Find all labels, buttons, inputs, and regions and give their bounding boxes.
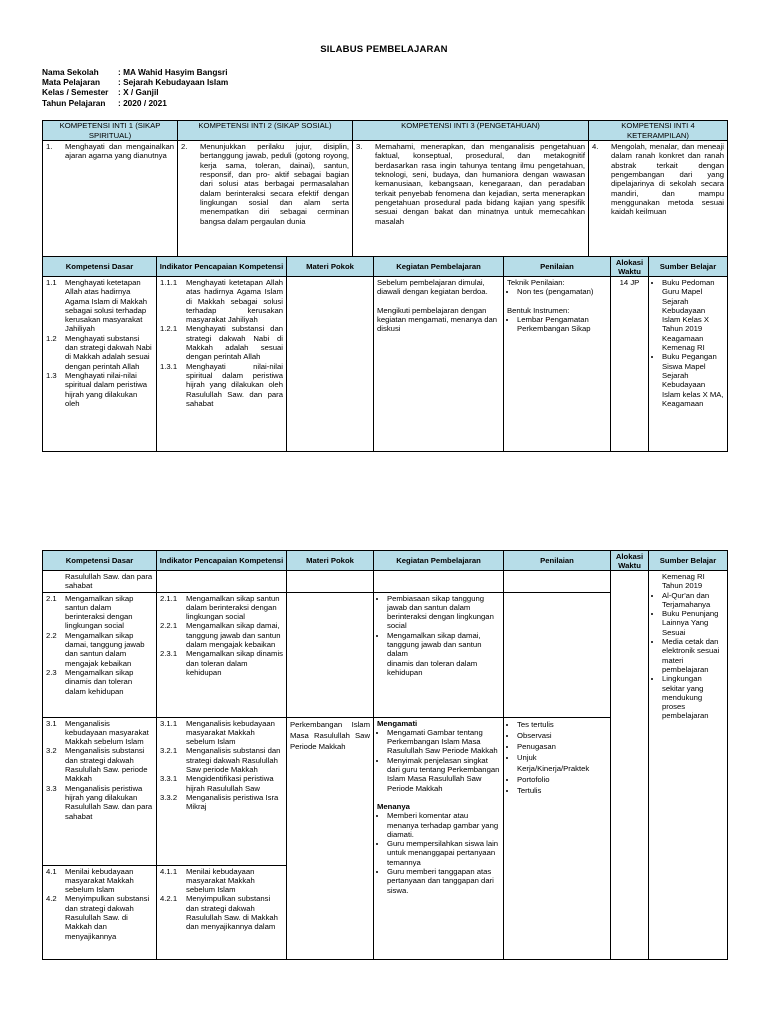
info-row	[42, 98, 228, 108]
item-text: Mengamalkan sikap damai, tanggung jawab dan santun dalam mengajak kebaikan	[65, 630, 145, 668]
item-text: Menghayati ketetapan Allah atas hadirnya Agama Islam di Makkah sebagai solusi terhadap kerusakan masyarakat Jahiliyah	[186, 278, 283, 325]
alokasi-header: Alokasi Waktu	[611, 551, 649, 571]
item-text: Menghayati dan mengainalkan ajaran agarna yang dianutnya	[65, 142, 174, 161]
item-number: 3.1	[46, 718, 57, 728]
kd-cell	[43, 592, 157, 717]
penilaian-cell	[504, 717, 611, 959]
item-text: Mengidentifikasi peristiwa hijrah Rasulullah Saw	[186, 774, 274, 793]
item-number: 4.2	[46, 894, 57, 904]
info-value: : X / Ganjil	[118, 87, 159, 98]
item-number: 1.2.1	[160, 324, 178, 334]
item-number: 4.1	[46, 866, 57, 876]
info-label: Kelas / Semester	[42, 87, 109, 98]
ki3-header: KOMPETENSI INTI 3 (PENGETAHUAN)	[353, 121, 589, 141]
alokasi-header: Alokasi Waktu	[611, 257, 649, 277]
item-number: 3.2	[46, 746, 57, 756]
item-text: Menilai kebudayaan masyarakat Makkah sebelum Islam	[65, 866, 134, 895]
kd-header: Kompetensi Dasar	[43, 551, 157, 571]
item-number: 1.3	[46, 370, 57, 380]
kegiatan-text: dinamis dan toleran dalam kehidupan	[387, 658, 478, 677]
item-text: Menilai kebudayaan masyarakat Makkah sebelum Islam	[186, 866, 255, 895]
kegiatan-cell	[374, 277, 504, 452]
item-text: Menganalisis kebudayaan masyarakat Makkah sebelum Islam	[65, 718, 149, 747]
item-number: 4.	[592, 142, 599, 152]
kegiatan-cell	[374, 571, 504, 593]
item-text: Menghayati ketetapan Allah atas hadirnya Agama Islam di Makkah sebagai solusi terhadap kerusakan masyarakat Jahiliyah	[65, 278, 148, 334]
item-number: 3.3	[46, 783, 57, 793]
page-title: SILABUS PEMBELAJARAN	[320, 44, 448, 55]
item-number: 4.2.1	[160, 894, 178, 904]
table-row	[43, 571, 728, 593]
materi-cell: Perkembangan Islam Masa Rasulullah Saw Periode Makkah	[287, 717, 374, 959]
ki1-cell	[43, 141, 178, 266]
list-item: • Non tes (pengamatan)	[517, 287, 607, 296]
item-text: Mengamalkan sikap dinamis dan toleran dalam kehidupan	[186, 649, 283, 677]
kd-cell	[43, 571, 157, 593]
alokasi-cell	[611, 571, 649, 960]
item-text: Mengamalkan sikap santun dalam berinteraksi dengan lingkungan social	[186, 593, 280, 622]
list-item: • Tertulis	[517, 785, 607, 796]
item-number: 1.3.1	[160, 361, 178, 371]
item-text: Menghayati substansi dan strategi dakwah Nabi di Makkah adalah sesuai dengan perintah Allah	[65, 333, 152, 371]
list-item: • Buku Pegangan Siswa Mapel Sejarah Kebudayaan Islam kelas X MA, Keagamaan	[662, 352, 724, 408]
list-item: • Memberi komentar atau menanya terhadap gambar yang diamati.	[387, 811, 500, 839]
sumber-cell	[649, 571, 728, 960]
item-text: Menyimpulkan substansi dan strategi dakwah Rasulullah Saw. di Makkah dan menyajikannya	[65, 894, 150, 941]
alokasi-cell: 14 JP	[611, 277, 649, 452]
penilaian-cell	[504, 571, 611, 593]
table-header-row	[43, 257, 728, 277]
kd-header: Kompetensi Dasar	[43, 257, 157, 277]
item-text: Mengamalkan sikap damai, tanggung jawab dan santun dalam mengajak kebaikan	[186, 621, 281, 650]
sumber-cell	[649, 277, 728, 452]
materi-cell	[287, 277, 374, 452]
item-number: 3.1.1	[160, 718, 178, 728]
item-text: Mengamalkan sikap dinamis dan toleran dalam kehidupan	[65, 667, 134, 696]
materi-cell	[287, 592, 374, 717]
ki4-header: KOMPETENSI INTI 4 KETERAMPILAN)	[589, 121, 728, 141]
list-item: • Mengamalkan sikap damai, tanggung jawab dan santun dalam	[387, 631, 500, 659]
penilaian-cell	[504, 277, 611, 452]
list-item: • Guru mempersilahkan siswa lain untuk menanggapai pertanyaan temannya	[387, 839, 500, 867]
info-label: Mata Pelajaran	[42, 77, 101, 88]
kd-cell	[43, 865, 157, 959]
kegiatan-text: Sebelum pembelajaran dimulai, diawali dengan kegiatan berdoa.	[377, 278, 488, 297]
sumber-header: Sumber Belajar	[649, 551, 728, 571]
list-item: • Pembiasaan sikap tanggung jawab dan santun dalam berinteraksi dengan lingkungan social	[387, 594, 500, 631]
info-row	[42, 87, 228, 97]
mengamati-label: Mengamati	[377, 718, 418, 728]
syllabus-table-1	[42, 256, 728, 452]
ipk-header: Indikator Pencapaian Kompetensi	[157, 257, 287, 277]
info-label: Tahun Pelajaran	[42, 97, 106, 108]
item-number: 1.	[46, 142, 53, 152]
list-item: • Guru memberi tanggapan atas pertanyaan dan tanggapan dari siswa.	[387, 867, 500, 895]
info-value: : MA Wahid Hasyim Bangsri	[118, 67, 228, 77]
table-header-row	[43, 551, 728, 571]
list-item: • Penugasan	[517, 741, 607, 752]
item-text: Menyimpulkan substansi dan strategi dakwah Rasulullah Saw. di Makkah dan menyajikannya dalam	[186, 894, 278, 932]
item-text: Mengamalkan sikap santun dalam berinteraksi dengan lingkungan social	[65, 593, 134, 631]
ipk-cell	[157, 571, 287, 593]
kegiatan-cell	[374, 592, 504, 717]
item-text: Menganalisis substansi dan strategi dakwah Rasulullah Saw. periode Makkah	[65, 746, 148, 784]
item-text: Menganalisis peristiwa Isra Mikraj	[186, 792, 279, 812]
kegiatan-header: Kegiatan Pembelajaran	[374, 257, 504, 277]
item-text: Menghayati nilai-nilai spiritual dalam peristiwa hijrah yang dilakukan oleh Rasulullah Saw. dan para sahabat	[186, 361, 283, 408]
table-header-row	[43, 121, 728, 141]
info-row	[42, 67, 228, 77]
list-item: • Buku Penunjang Lainnya Yang Sesuai	[662, 609, 724, 637]
list-item: • Observasi	[517, 730, 607, 741]
item-text: Memahami, menerapkan, dan menganalisis pengetahuan faktual, konseptual, prosedural, dan metakognitif berdasarkan rasa ingin tahunya tentang ilmu pengetahuan, teknologi, seni, budaya, dan humaniora dengan wawasan kemanusiaan, kebangsaan, kenegaraan, dan peradaban terkait penyebab fenomena dan kejadian, serta menerapkan pengetahuan prosedural pada bidang kajian yang spesifik sesuai dengan bakat dan minatnya untuk memecahkan masalah	[375, 142, 585, 226]
info-row	[42, 77, 228, 87]
item-number: 2.	[181, 142, 188, 152]
ki1-header: KOMPETENSI INTI 1 (SIKAP SPIRITUAL)	[43, 121, 178, 141]
materi-cell	[287, 571, 374, 593]
kegiatan-text: Mengikuti pembelajaran dengan kegiatan mengamati, menanya dan diskusi	[377, 305, 498, 334]
kd-cell	[43, 717, 157, 865]
info-label: Nama Sekolah	[42, 67, 99, 77]
list-item: • Buku Pedoman Guru Mapel Sejarah Kebudayaan Islam Kelas X Tahun 2019 Keagamaan Kemenag RI	[662, 278, 724, 352]
materi-header: Materi Pokok	[287, 257, 374, 277]
penilaian-cell	[504, 592, 611, 717]
item-number: 2.2.1	[160, 621, 178, 631]
item-text: Menunjukkan perilaku jujur, disiplin, bertanggung jawab, peduli (gotong royong, kerja sama, toleran, dainai), santun, responsif, dan pro- aktif sebagai bagian dari solusi atas berbagai permasalahan dalam berinteraksi secara efektif dengan lingkungan sosial dan alam serta menempatkan diri sebagai cerminan bangsa dalam pergaulan dunia	[200, 142, 349, 226]
ipk-cell	[157, 592, 287, 717]
item-text: Menghayati nilai-nilai spiritual dalam peristiwa hijrah yang dilakukan oleh	[65, 370, 148, 408]
info-value: : Sejarah Kebudayaan Islam	[118, 77, 229, 88]
item-number: 3.3.2	[160, 792, 178, 802]
info-value: : 2020 / 2021	[118, 97, 167, 108]
item-number: 4.1.1	[160, 866, 178, 876]
item-number: 1.2	[46, 333, 57, 343]
kd-cell	[43, 277, 157, 452]
penilaian-header: Penilaian	[504, 257, 611, 277]
list-item: • Lembar Pengamatan Perkembangan Sikap	[517, 315, 607, 334]
item-number: 1.1	[46, 278, 57, 287]
kegiatan-cell	[374, 717, 504, 959]
ki3-cell	[353, 141, 589, 266]
item-number: 3.3.1	[160, 774, 178, 784]
sumber-text: Kemenag RI Tahun 2019	[662, 572, 705, 591]
ki2-header: KOMPETENSI INTI 2 (SIKAP SOSIAL)	[178, 121, 353, 141]
instrumen-label: Bentuk Instrumen:	[507, 305, 570, 315]
list-item: • Tes tertulis	[517, 719, 607, 730]
ipk-cell	[157, 717, 287, 865]
menanya-label: Menanya	[377, 801, 410, 811]
list-item: • Media cetak dan elektronik sesuai materi pembelajaran	[662, 637, 724, 674]
item-number: 2.3.1	[160, 649, 178, 659]
item-number: 2.1.1	[160, 593, 178, 603]
list-item: • Lingkungan sekitar yang mendukung proses pembelajaran	[662, 674, 724, 720]
sumber-header: Sumber Belajar	[649, 257, 728, 277]
item-text: Menganalisis substansi dan strategi dakwah Rasulullah Saw periode Makkah	[186, 746, 281, 775]
identity-block	[42, 67, 228, 108]
ki4-cell	[589, 141, 728, 266]
list-item: • Unjuk Kerja/Kinerja/Praktek	[517, 752, 607, 774]
item-text: Menganalisis kebudayaan masyarakat Makkah sebelum Islam	[186, 718, 275, 747]
item-number: 1.1.1	[160, 278, 178, 287]
item-number: 3.2.1	[160, 746, 178, 756]
kompetensi-inti-table	[42, 120, 728, 266]
item-text: Rasulullah Saw. dan para sahabat	[65, 572, 153, 591]
kegiatan-header: Kegiatan Pembelajaran	[374, 551, 504, 571]
teknik-label: Teknik Penilaian:	[507, 278, 565, 287]
ipk-header: Indikator Pencapaian Kompetensi	[157, 551, 287, 571]
item-number: 2.3	[46, 667, 57, 677]
ipk-cell	[157, 277, 287, 452]
item-number: 2.1	[46, 593, 57, 603]
item-number: 2.2	[46, 630, 57, 640]
list-item: • Al-Qur'an dan Terjamahanya	[662, 591, 724, 610]
materi-header: Materi Pokok	[287, 551, 374, 571]
item-text: Menghayati substansi dan strategi dakwah Nabi di Makkah adalah sesuai dengan perintah Allah	[186, 324, 283, 362]
item-number: 3.	[356, 142, 363, 152]
item-text: Mengolah, menalar, dan meneaji dalam ranah konkret dan ranah abstrak terkait dengan pengembangan dari yang dipelajarinya di sekolah secara mandiri, dan mampu menggunakan metoda sesuai kaidah keilmuan	[611, 142, 724, 217]
table-row	[43, 141, 728, 266]
syllabus-table-2	[42, 550, 728, 960]
ki2-cell	[178, 141, 353, 266]
item-text: Menganalisis peristiwa hijrah yang dilakukan Rasulullah Saw. dan para sahabat	[65, 783, 153, 821]
penilaian-header: Penilaian	[504, 551, 611, 571]
ipk-cell	[157, 865, 287, 959]
list-item: • Portofolio	[517, 774, 607, 785]
table-row	[43, 277, 728, 452]
list-item: • Menyimak penjelasan singkat dari guru tentang Perkembangan Islam Masa Rasulullah Saw Periode Makkah	[387, 756, 500, 793]
list-item: • Mengamati Gambar tentang Perkembangan Islam Masa Rasulullah Saw Periode Makkah	[387, 728, 500, 756]
